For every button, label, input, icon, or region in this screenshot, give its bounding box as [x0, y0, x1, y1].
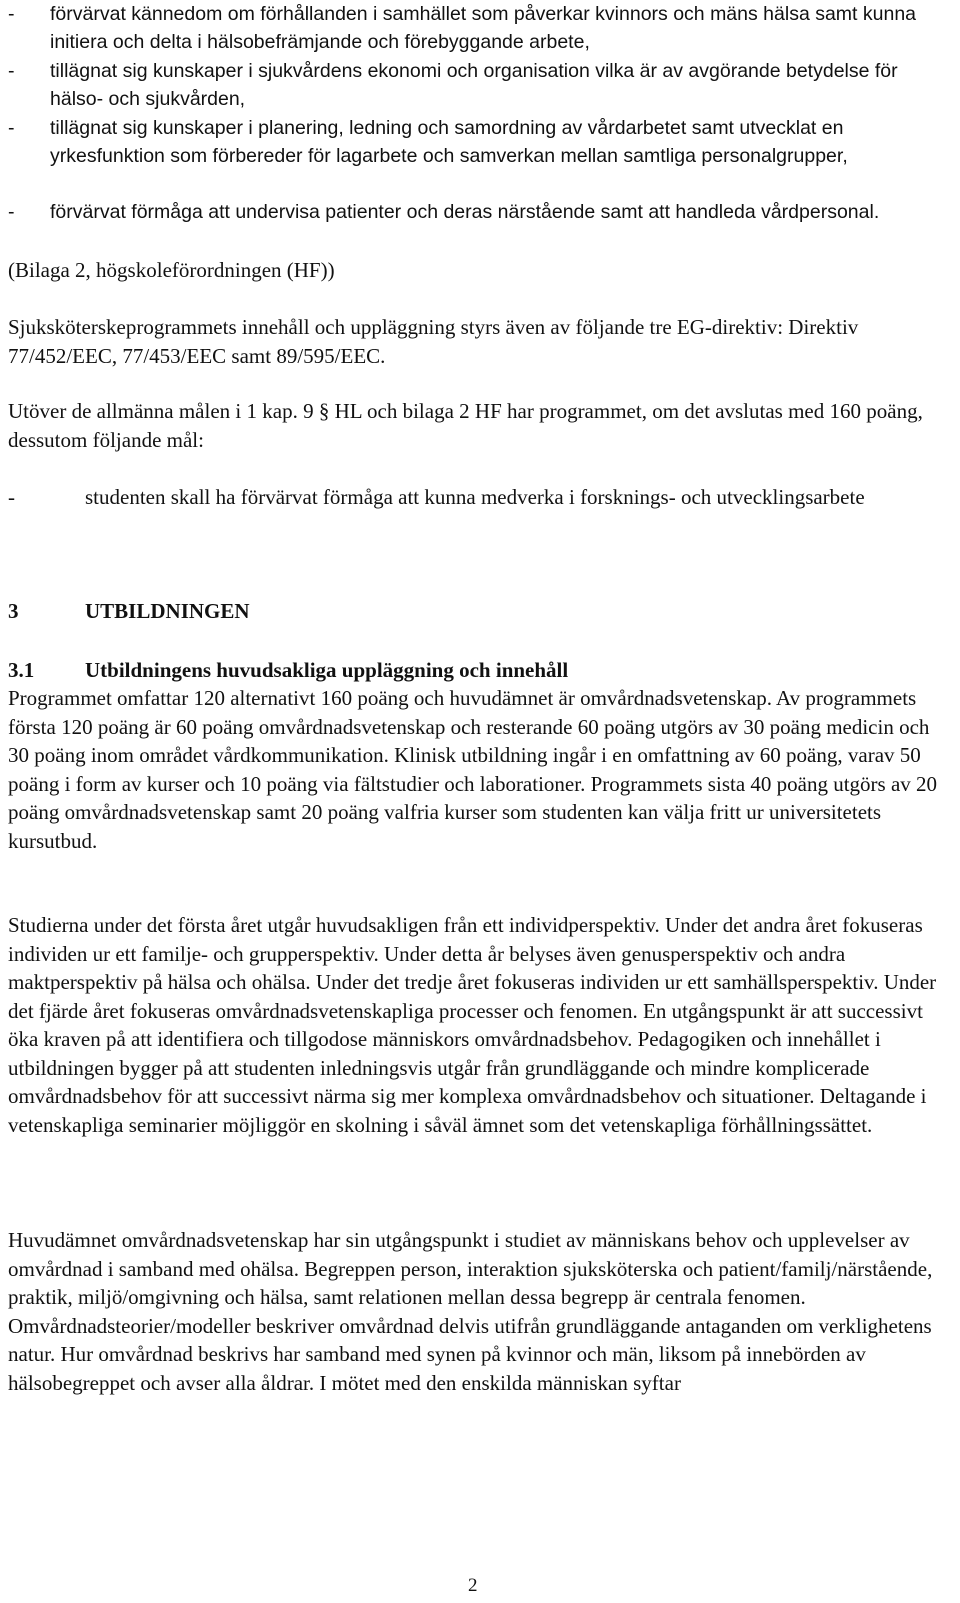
subsection-heading: [8, 656, 568, 685]
list-dash: -: [8, 201, 15, 223]
list-dash: -: [8, 117, 15, 139]
list-dash: -: [8, 3, 15, 25]
paragraph: Programmet omfattar 120 alternativt 160 poäng och huvudämnet är omvårdnadsvetenskap. Av programmets första 120 poäng är 60 poäng omvårdnadsvetenskap och resterande 60 poäng utgörs av 30 poäng medicin och 30 poäng inom området vårdkommunikation. Klinisk utbildning ingår i en omfattning av 60 poäng, varav 50 poäng i form av kurser och 10 poäng via fältstudier och laborationer. Programmets sista 40 poäng utgörs av 20 poäng omvårdnadsvetenskap samt 20 poäng valfria kurser som studenten kan välja fritt ur universitetets kursutbud.: [8, 686, 938, 853]
list-dash: -: [8, 485, 15, 509]
section-title: UTBILDNINGEN: [85, 599, 250, 623]
subsection-title: Utbildningens huvudsakliga uppläggning och innehåll: [85, 658, 569, 682]
list-item-text: förvärvat förmåga att undervisa patienter och deras närstående samt att handleda vårdpersonal.: [50, 201, 880, 223]
paragraph: Studierna under det första året utgår huvudsakligen från ett individperspektiv. Under det andra året fokuseras individen ur ett familje- och grupperspektiv. Under detta år belyses även genusperspektiv och andra maktperspektiv på hälsa och ohälsa. Under det tredje året fokuseras individen ur ett samhällsperspektiv. Under det fjärde året fokuseras omvårdnadsvetenskapliga processer och fenomen. En utgångspunkt är att successivt öka kraven på att identifiera och tillgodose människors omvårdnadsbehov. Pedagogiken och innehållet i utbildningen bygger på att studenten inledningsvis utgår från grundläggande och mindre komplicerade omvårdnadsbehov för att successivt närma sig mer komplexa omvårdnadsbehov och situationer. Deltagande i vetenskapliga seminarier möjliggör en skolning i såväl ämnet som det vetenskapliga förhållningssättet.: [8, 913, 937, 1137]
list-item: [8, 0, 948, 56]
page-number: 2: [468, 1575, 478, 1596]
paragraph: Huvudämnet omvårdnadsvetenskap har sin utgångspunkt i studiet av människans behov och upplevelser av omvårdnad i samband med ohälsa. Begreppen person, interaktion sjuksköterska och patient/familj/närstående, praktik, miljö/omgivning och hälsa, samt relationen mellan dessa begrepp är centrala fenomen. Omvårdnadsteorier/modeller beskriver omvårdnad delvis utifrån grundläggande antaganden om verklighetens natur. Hur omvårdnad beskrivs har samband med synen på kvinnor och män, liksom på innebörden av hälsobegreppet och avser alla åldrar. I mötet med den enskilda människan syftar: [8, 1228, 933, 1395]
goal-item: [8, 483, 928, 512]
source-note: (Bilaga 2, högskoleförordningen (HF)): [8, 258, 335, 282]
list-dash: -: [8, 60, 15, 82]
list-item: [8, 198, 948, 226]
section-number: 3: [8, 599, 19, 623]
list-item-text: tillägnat sig kunskaper i planering, ledning och samordning av vårdarbetet samt utvecklat en yrkesfunktion som förbereder för lagarbete och samverkan mellan samtliga personalgrupper,: [50, 117, 848, 167]
goal-item-text: studenten skall ha förvärvat förmåga att kunna medverka i forsknings- och utvecklingsarbete: [85, 485, 865, 509]
directive-paragraph: Sjuksköterskeprogrammets innehåll och uppläggning styrs även av följande tre EG-direktiv: Direktiv 77/452/EEC, 77/453/EEC samt 89/595/EEC.: [8, 315, 859, 368]
section-heading: [8, 597, 250, 626]
list-item: [8, 114, 948, 170]
list-item: [8, 57, 948, 113]
subsection-number: 3.1: [8, 658, 35, 682]
list-item-text: tillägnat sig kunskaper i sjukvårdens ekonomi och organisation vilka är av avgörande betydelse för hälso- och sjukvården,: [50, 60, 898, 110]
list-item-text: förvärvat kännedom om förhållanden i samhället som påverkar kvinnors och mäns hälsa samt kunna initiera och delta i hälsobefrämjande och förebyggande arbete,: [50, 3, 917, 53]
goals-intro: Utöver de allmänna målen i 1 kap. 9 § HL och bilaga 2 HF har programmet, om det avslutas med 160 poäng, dessutom följande mål:: [8, 399, 923, 452]
